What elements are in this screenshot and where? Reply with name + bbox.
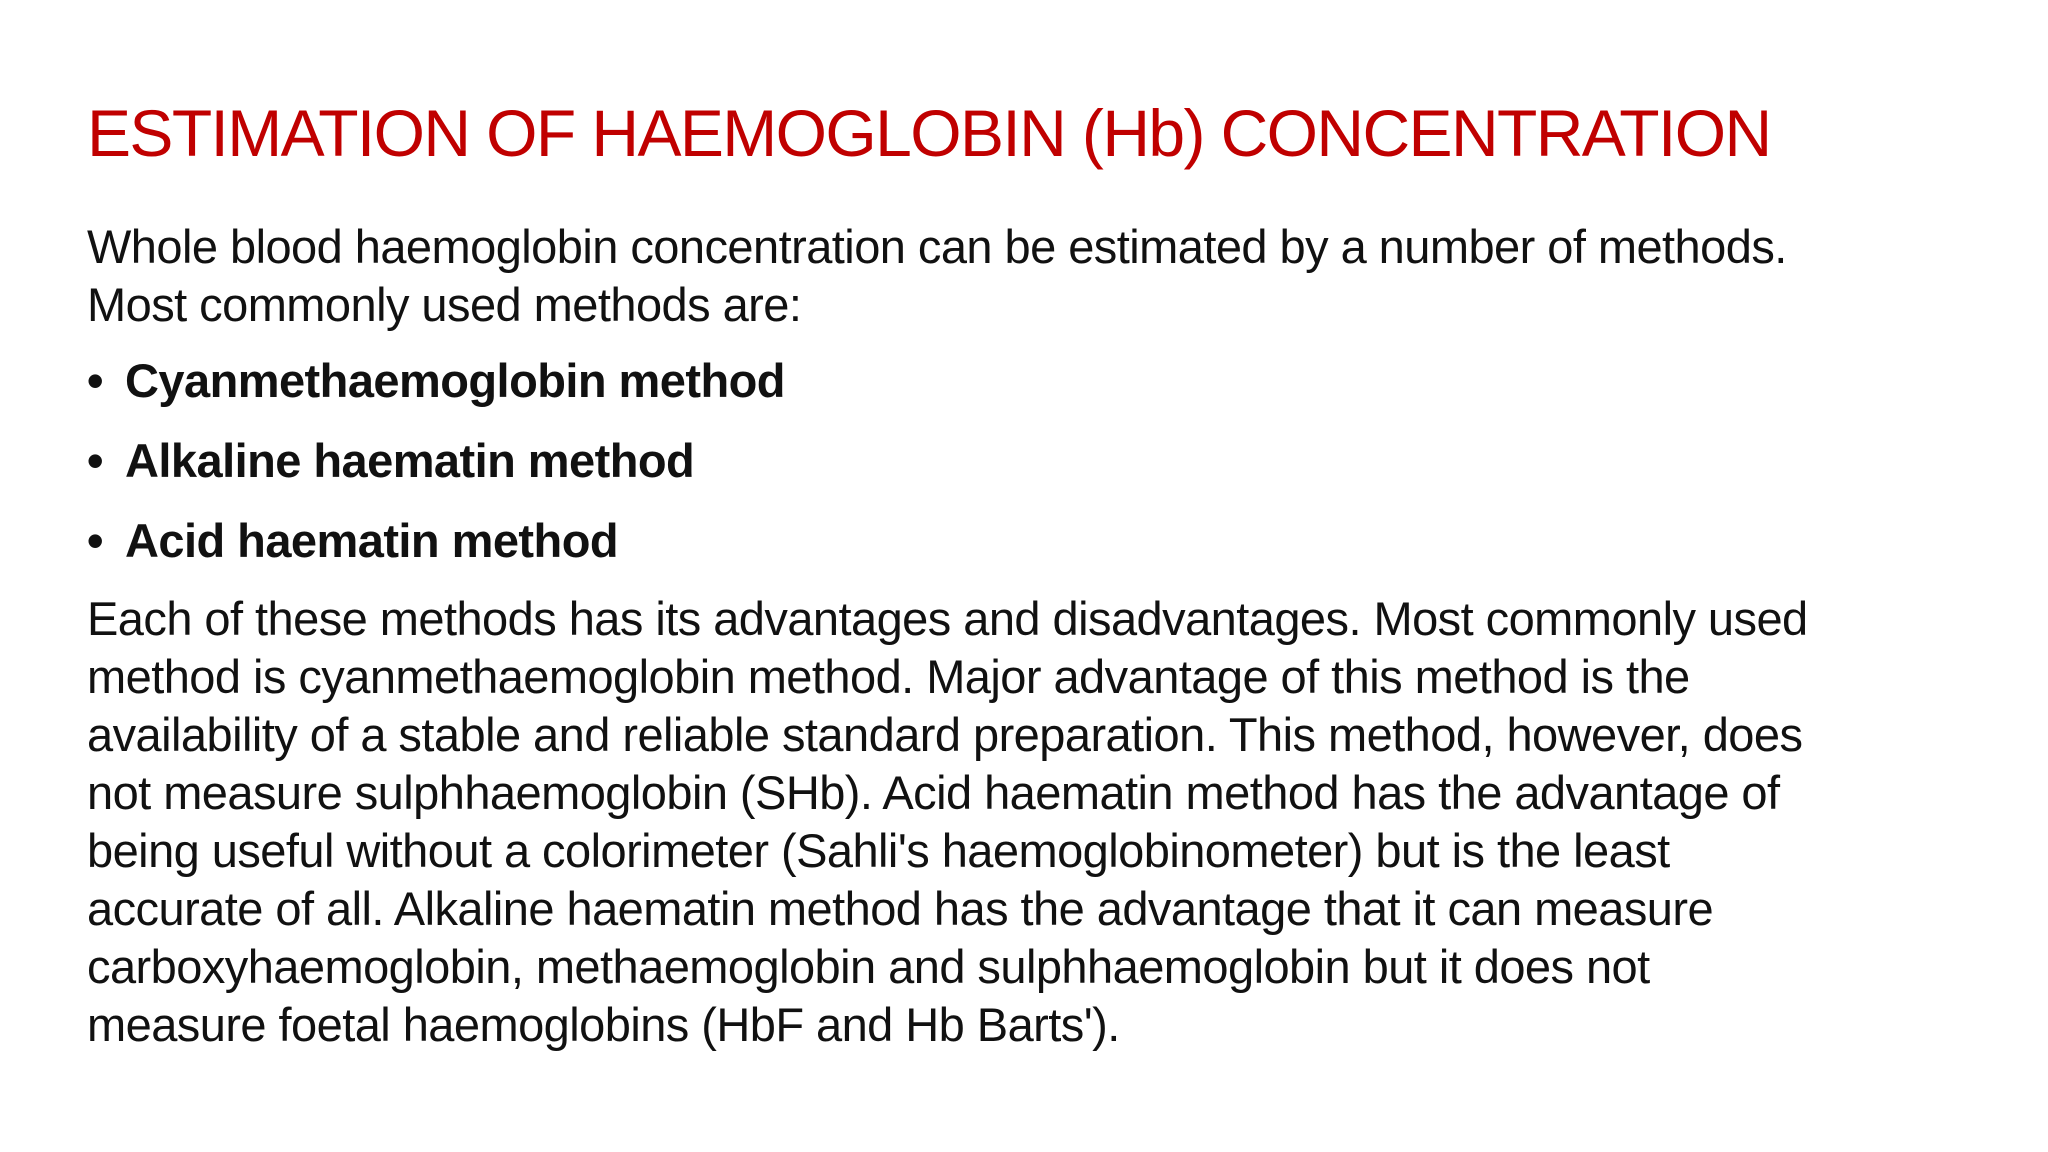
method-label: Cyanmethaemoglobin method: [125, 354, 785, 407]
paragraph-line: accurate of all. Alkaline haematin method has the advantage that it can measure: [87, 882, 1714, 935]
method-list: [87, 352, 1967, 570]
method-label: Acid haematin method: [125, 514, 619, 567]
paragraph-line: Each of these methods has its advantages and disadvantages. Most commonly used: [87, 592, 1808, 645]
list-item-alkaline-haematin: [87, 432, 1967, 490]
intro-line: Whole blood haemoglobin concentration can be estimated by a number of methods.: [87, 220, 1787, 273]
slide-body: [87, 218, 1967, 1054]
slide-title: ESTIMATION OF HAEMOGLOBIN (Hb) CONCENTRATION: [87, 96, 1771, 170]
bullet-icon: •: [87, 514, 103, 567]
bullet-icon: •: [87, 354, 103, 407]
paragraph-line: being useful without a colorimeter (Sahli's haemoglobinometer) but is the least: [87, 824, 1670, 877]
list-item-cyanmethaemoglobin: [87, 352, 1967, 410]
paragraph-line: availability of a stable and reliable standard preparation. This method, however, does: [87, 708, 1803, 761]
intro-line: Most commonly used methods are:: [87, 278, 802, 331]
paragraph-line: not measure sulphhaemoglobin (SHb). Acid haematin method has the advantage of: [87, 766, 1780, 819]
intro-paragraph: [87, 218, 1967, 334]
paragraph-line: measure foetal haemoglobins (HbF and Hb Barts').: [87, 998, 1120, 1051]
method-label: Alkaline haematin method: [125, 434, 695, 487]
paragraph-line: carboxyhaemoglobin, methaemoglobin and sulphhaemoglobin but it does not: [87, 940, 1650, 993]
paragraph-line: method is cyanmethaemoglobin method. Major advantage of this method is the: [87, 650, 1690, 703]
bullet-icon: •: [87, 434, 103, 487]
list-item-acid-haematin: [87, 512, 1967, 570]
methods-paragraph: [87, 590, 1967, 1054]
